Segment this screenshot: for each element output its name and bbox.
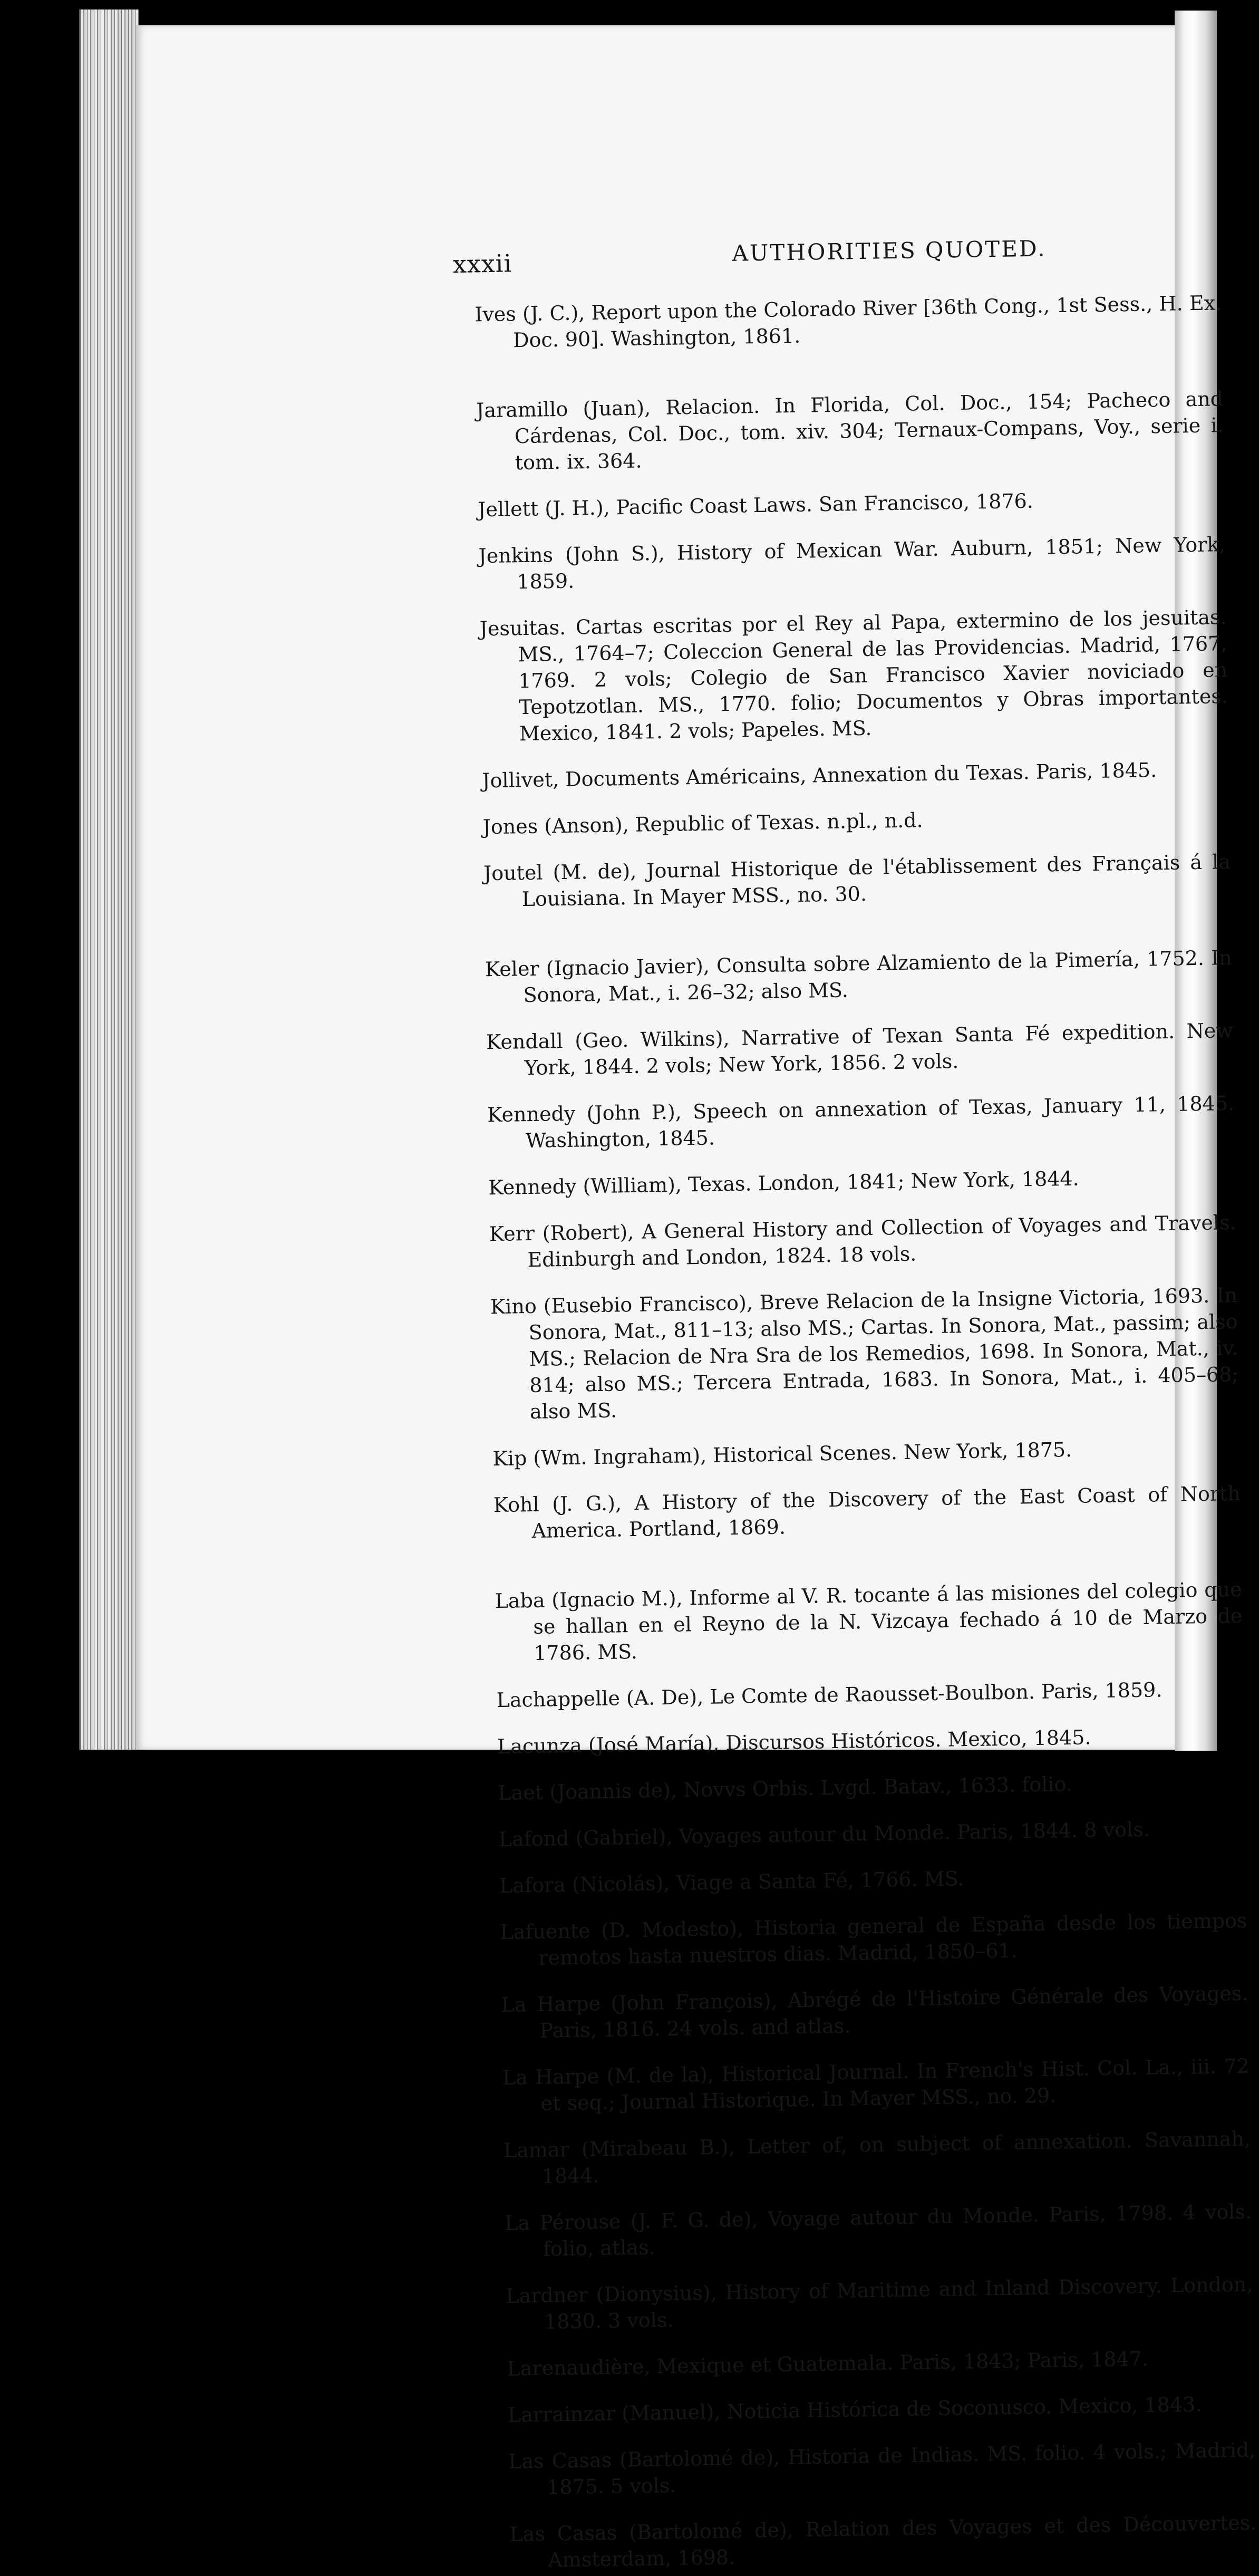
bibliography-entry: Kendall (Geo. Wilkins), Narrative of Texan Santa Fé expedition. New York, 1844. 2 vols; New York, 1856. 2 vols. — [486, 1019, 1234, 1080]
bibliography-entry: Kerr (Robert), A General History and Collection of Voyages and Travels. Edinburgh and London, 1824. 18 vols. — [489, 1210, 1236, 1272]
bibliography-entry: Kennedy (William), Texas. London, 1841; New York, 1844. — [488, 1166, 1080, 1200]
bibliography-entry: La Harpe (John François), Abrégé de l'Histoire Générale des Voyages. Paris, 1816. 24 vols. and atlas. — [501, 1981, 1248, 2042]
bibliography-entry: Joutel (M. de), Journal Historique de l'établissement des Français á la Louisiana. In Mayer MSS., no. 30. — [483, 850, 1231, 911]
bibliography-entry: Lacunza (José María), Discursos Históricos. Mexico, 1845. — [497, 1725, 1091, 1759]
bibliography-entry: Jaramillo (Juan), Relacion. In Florida, Col. Doc., 154; Pacheco and Cárdenas, Col. Doc., tom. xiv. 304; Ternaux-Compans, Voy., serie i. tom. ix. 364. — [476, 387, 1224, 475]
running-head-title: AUTHORITIES QUOTED. — [732, 235, 1047, 266]
page-text-block — [321, 222, 1259, 2576]
bibliography-list — [322, 290, 1259, 2576]
bibliography-entry: Lardner (Dionysius), History of Maritime and Inland Discovery. London, 1830. 3 vols. — [506, 2272, 1253, 2333]
bibliography-entry: Las Casas (Bartolomé de), Relation des Voyages et des Découvertes. Amsterdam, 1698. — [509, 2511, 1257, 2572]
bibliography-entry: Laet (Joannis de), Novvs Orbis. Lvgd. Batav., 1633. folio. — [498, 1772, 1073, 1805]
book-page-edges — [79, 9, 139, 1750]
bibliography-entry: Lafuente (D. Modesto), Historia general de España desde los tiempos remotos hasta nuestros dias. Madrid, 1850–61. — [500, 1908, 1247, 1970]
bibliography-entry: Laba (Ignacio M.), Informe al V. R. tocante á las misiones del colegio que se hallan en el Reyno de la N. Vizcaya fechado á 10 de Marzo de 1786. MS. — [495, 1577, 1243, 1665]
bibliography-entry: Kip (Wm. Ingraham), Historical Scenes. New York, 1875. — [492, 1437, 1072, 1471]
bibliography-entry: Jenkins (John S.), History of Mexican War. Auburn, 1851; New York, 1859. — [478, 533, 1226, 594]
bibliography-entry: Jellett (J. H.), Pacific Coast Laws. San Francisco, 1876. — [477, 489, 1034, 522]
bibliography-entry: La Harpe (M. de la), Historical Journal. In French's Hist. Col. La., iii. 72 et seq.; Journal Historique. In Mayer MSS., no. 29. — [502, 2054, 1250, 2115]
bibliography-entry: Jesuitas. Cartas escritas por el Rey al Papa, extermino de los jesuitas. MS., 1764–7; Coleccion General de las Providencias. Madrid, 1767, 1769. 2 vols; Colegio de San Francisco Xavier noviciado en Tepotzotlan. MS., 1770. folio; Documentos y Obras importantes. Mexico, 1841. 2 vols; Papeles. MS. — [479, 605, 1228, 746]
bibliography-entry: Kennedy (John P.), Speech on annexation of Texas, January 11, 1845. Washington, 1845. — [487, 1091, 1235, 1153]
running-head — [321, 222, 1228, 284]
bibliography-entry: Keler (Ignacio Javier), Consulta sobre Alzamiento de la Pimería, 1752. In Sonora, Mat., i. 26–32; also MS. — [485, 946, 1233, 1007]
bibliography-entry: Ives (J. C.), Report upon the Colorado River [36th Cong., 1st Sess., H. Ex. Doc. 90]. Washington, 1861. — [474, 291, 1222, 352]
bibliography-entry: Lachappelle (A. De), Le Comte de Raousset-Boulbon. Paris, 1859. — [496, 1678, 1163, 1712]
bibliography-entry: Lafond (Gabriel), Voyages autour du Monde. Paris, 1844. 8 vols. — [498, 1817, 1150, 1851]
bibliography-entry: Jollivet, Documents Américains, Annexation du Texas. Paris, 1845. — [481, 758, 1157, 793]
bibliography-entry: Las Casas (Bartolomé de), Historia de Indias. MS. folio. 4 vols.; Madrid, 1875. 5 vols. — [508, 2438, 1256, 2499]
page-folio: xxxii — [452, 249, 512, 279]
bibliography-entry: La Pérouse (J. F. G. de), Voyage autour du Monde. Paris, 1798. 4 vols. folio, atlas. — [504, 2199, 1252, 2261]
book-page — [136, 25, 1257, 2572]
bibliography-entry: Kino (Eusebio Francisco), Breve Relacion de la Insigne Victoria, 1693. In Sonora, Mat., 811–13; also MS.; Cartas. In Sonora, Mat., passim; also MS.; Relacion de Nra Sra de los Remedios, 1698. In Sonora, Mat., iv. 814; also MS.; Tercera Entrada, 1683. In Sonora, Mat., i. 405–68; also MS. — [490, 1283, 1239, 1424]
bibliography-entry: Larrainzar (Manuel), Noticia Histórica de Soconusco. Mexico, 1843. — [507, 2392, 1202, 2427]
bibliography-entry: Jones (Anson), Republic of Texas. n.pl., n.d. — [482, 808, 923, 839]
bibliography-entry: Lamar (Mirabeau B.), Letter of, on subject of annexation. Savannah, 1844. — [503, 2127, 1251, 2188]
bibliography-entry: Lafora (Nicolás), Viage a Santa Fé, 1766. MS. — [499, 1867, 964, 1898]
bibliography-entry: Larenaudière, Mexique et Guatemala. Paris, 1843; Paris, 1847. — [507, 2347, 1149, 2380]
bibliography-entry: Kohl (J. G.), A History of the Discovery of the East Coast of North America. Portland, 1869. — [493, 1481, 1241, 1543]
